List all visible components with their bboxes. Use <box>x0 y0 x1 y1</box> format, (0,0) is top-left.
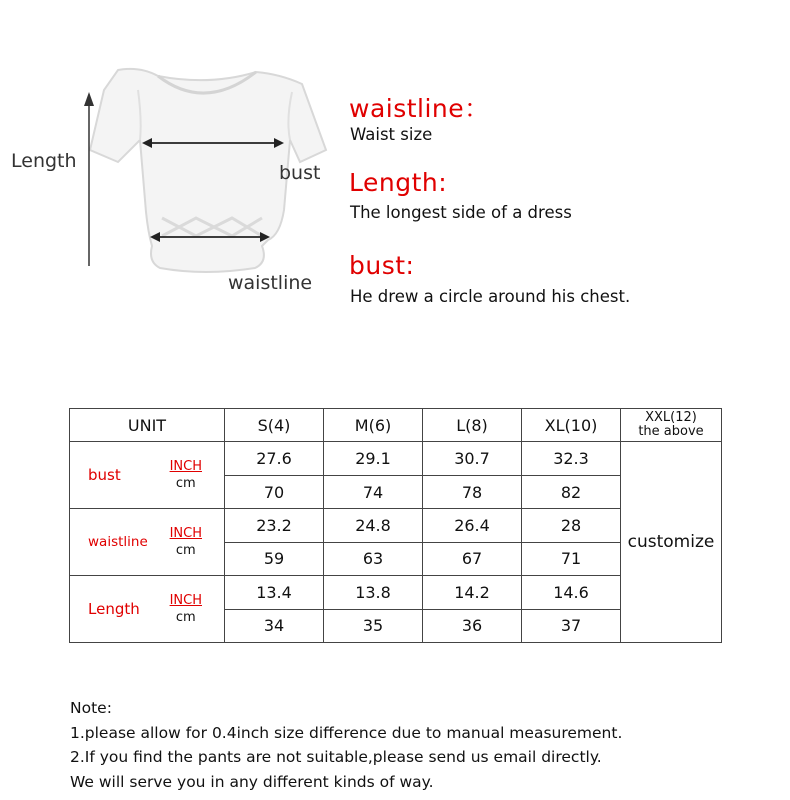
cm-unit-label: cm <box>175 476 196 492</box>
waistline-definition-text: Waist size <box>350 125 433 144</box>
length-definition-title: Length: <box>349 168 448 197</box>
inch-unit-label: INCH <box>169 459 202 475</box>
note-line: We will serve you in any different kinds of way. <box>70 772 434 791</box>
measurement-name: bust <box>88 466 121 485</box>
shirt-diagram <box>0 0 340 310</box>
value-cell: 28 <box>522 509 621 542</box>
customize-cell: customize <box>621 442 722 643</box>
value-cell: 74 <box>324 475 423 508</box>
bust-definition-text: He drew a circle around his chest. <box>350 287 631 306</box>
measurement-cell <box>70 576 225 643</box>
value-cell: 32.3 <box>522 442 621 475</box>
waistline-label: waistline <box>228 272 313 294</box>
value-cell: 13.4 <box>225 576 324 609</box>
note-line: 2.If you find the pants are not suitable,please send us email directly. <box>70 748 602 766</box>
value-cell: 14.2 <box>423 576 522 609</box>
length-label: Length <box>11 150 77 172</box>
value-cell: 59 <box>225 542 324 575</box>
xxl-header <box>621 409 722 442</box>
value-cell: 70 <box>225 475 324 508</box>
value-cell: 34 <box>225 609 324 642</box>
value-cell: 27.6 <box>225 442 324 475</box>
note-line: 1.please allow for 0.4inch size difference due to manual measurement. <box>70 723 623 742</box>
value-cell: 23.2 <box>225 509 324 542</box>
value-cell: 30.7 <box>423 442 522 475</box>
size-header: L(8) <box>423 409 522 442</box>
bust-label: bust <box>279 162 321 184</box>
note-section <box>70 696 622 794</box>
bust-definition-title: bust: <box>349 251 415 280</box>
cm-unit-label: cm <box>175 543 196 559</box>
size-header: S(4) <box>225 409 324 442</box>
cm-unit-label: cm <box>175 610 196 626</box>
xxl-header-line2: the above <box>638 424 704 440</box>
size-chart-table <box>69 408 722 643</box>
value-cell: 78 <box>423 475 522 508</box>
value-cell: 29.1 <box>324 442 423 475</box>
inch-unit-label: INCH <box>169 593 202 609</box>
value-cell: 37 <box>522 609 621 642</box>
xxl-header-line1: XXL(12) <box>645 410 697 426</box>
table-header-row <box>70 409 722 442</box>
inch-unit-label: INCH <box>169 526 202 542</box>
length-definition-text: The longest side of a dress <box>350 203 572 222</box>
value-cell: 36 <box>423 609 522 642</box>
value-cell: 26.4 <box>423 509 522 542</box>
value-cell: 13.8 <box>324 576 423 609</box>
value-cell: 82 <box>522 475 621 508</box>
value-cell: 63 <box>324 542 423 575</box>
note-heading: Note: <box>70 699 112 717</box>
measurement-cell <box>70 509 225 576</box>
value-cell: 14.6 <box>522 576 621 609</box>
value-cell: 24.8 <box>324 509 423 542</box>
measurement-cell <box>70 442 225 509</box>
value-cell: 71 <box>522 542 621 575</box>
size-header: XL(10) <box>522 409 621 442</box>
table-row <box>70 442 722 475</box>
value-cell: 67 <box>423 542 522 575</box>
waistline-definition-title: waistline： <box>349 94 490 123</box>
unit-header: UNIT <box>70 409 225 442</box>
measurement-name: Length <box>88 600 140 619</box>
value-cell: 35 <box>324 609 423 642</box>
size-header: M(6) <box>324 409 423 442</box>
measurement-name: waistline <box>88 534 148 551</box>
